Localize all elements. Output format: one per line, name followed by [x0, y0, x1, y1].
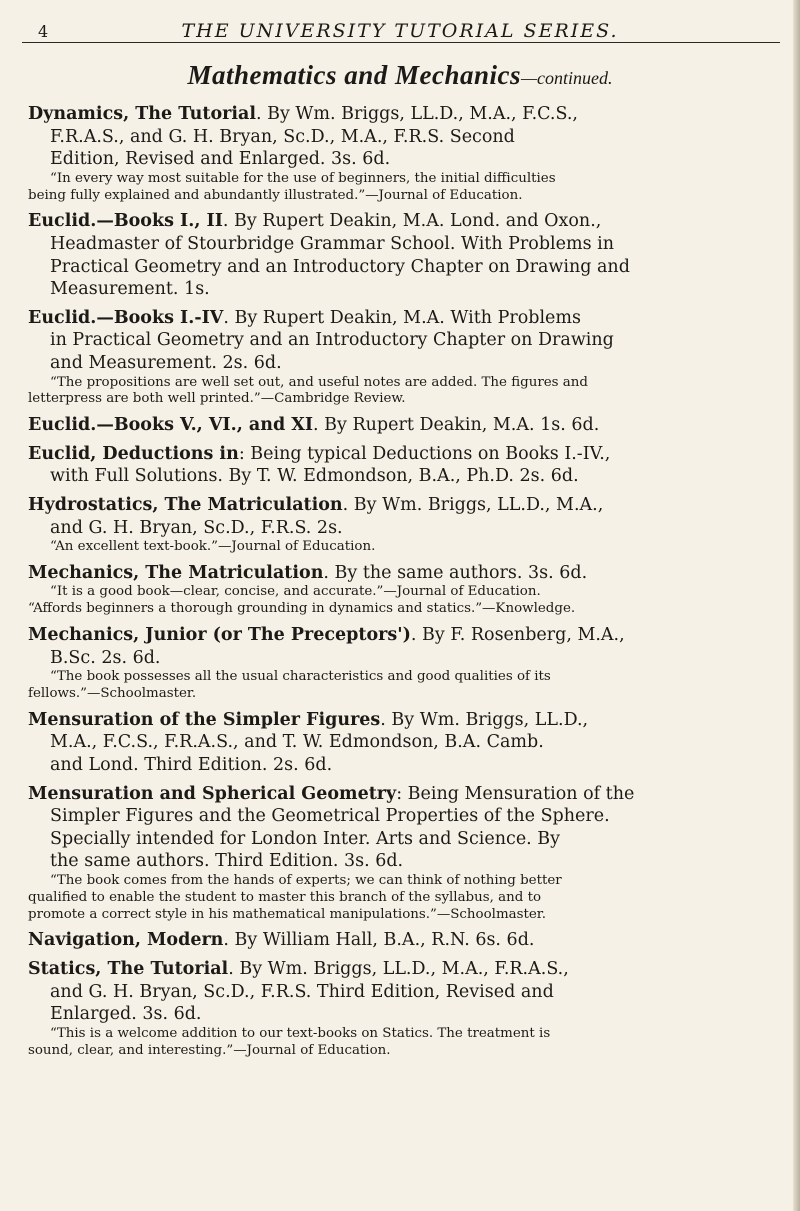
entry-details: . By William Hall, B.A., R.N. 6s. 6d.: [223, 930, 535, 951]
entry-line: with Full Solutions. By T. W. Edmondson, B.A., Ph.D. 2s. 6d.: [50, 466, 579, 487]
entry-subject: Dynamics, The Tutorial: [28, 104, 256, 124]
catalogue-entry: [28, 958, 772, 1059]
entry-details: . By F. Rosenberg, M.A.,: [410, 625, 625, 646]
review-quote-line: “In every way most suitable for the use of beginners, the initial difficulties: [50, 170, 556, 186]
page-number: 4: [38, 22, 49, 41]
entry-heading-line: [28, 307, 772, 330]
entry-line: and G. H. Bryan, Sc.D., F.R.S. 2s.: [50, 517, 343, 538]
entry-line: F.R.A.S., and G. H. Bryan, Sc.D., M.A., F.R.S. Second: [50, 126, 515, 147]
entry-details: . By Rupert Deakin, M.A. 1s. 6d.: [313, 415, 600, 436]
entry-details: : Being Mensuration of the: [396, 783, 635, 804]
entry-heading-line: [28, 624, 772, 647]
entry-details: . By Rupert Deakin, M.A. With Problems: [223, 307, 581, 328]
entry-subject: Mensuration and Spherical Geometry: [28, 783, 397, 804]
entry-heading-line: [28, 103, 772, 126]
entry-line: M.A., F.C.S., F.R.A.S., and T. W. Edmondson, B.A. Camb.: [50, 732, 544, 753]
entry-details: . By Wm. Briggs, LL.D., M.A., F.C.S.,: [256, 104, 578, 124]
entry-line: in Practical Geometry and an Introductory Chapter on Drawing: [50, 330, 614, 351]
catalogue-entry: [28, 783, 772, 924]
entry-subject: Euclid.—Books I.-IV: [28, 307, 224, 328]
entry-subject: Mensuration of the Simpler Figures: [28, 709, 381, 730]
section-title-main: Mathematics and Mechanics: [187, 60, 522, 90]
review-quote-line: “This is a welcome addition to our text-books on Statics. The treatment is: [50, 1025, 551, 1041]
entry-details: . By Rupert Deakin, M.A. Lond. and Oxon.,: [222, 211, 602, 232]
entry-subject: Mechanics, Junior (or The Preceptors'): [28, 625, 411, 646]
entry-heading-line: [28, 783, 772, 806]
entry-line: Measurement. 1s.: [50, 279, 210, 300]
entry-line: Enlarged. 3s. 6d.: [50, 1004, 202, 1025]
catalogue-entry: [28, 210, 772, 300]
catalogue-list: [28, 103, 772, 1065]
review-quote-line: “The book possesses all the usual characteristics and good qualities of its: [50, 669, 551, 685]
entry-subject: Statics, The Tutorial: [28, 959, 229, 979]
page-edge-shadow: [793, 0, 800, 1211]
entry-details: . By the same authors. 3s. 6d.: [323, 562, 588, 583]
running-head: THE UNIVERSITY TUTORIAL SERIES.: [181, 20, 619, 42]
catalogue-entry: [28, 443, 772, 488]
review-quote-line: “An excellent text-book.”—Journal of Education.: [50, 539, 376, 555]
entry-subject: Navigation, Modern: [28, 930, 224, 951]
entry-line: the same authors. Third Edition. 3s. 6d.: [50, 851, 404, 872]
entry-subject: Hydrostatics, The Matriculation: [28, 494, 343, 515]
entry-heading-line: [28, 709, 772, 732]
review-quote-line: “The propositions are well set out, and useful notes are added. The figures and: [50, 374, 588, 390]
entry-line: and Lond. Third Edition. 2s. 6d.: [50, 755, 333, 776]
review-quote-line: fellows.”—Schoolmaster.: [28, 686, 197, 702]
entry-subject: Euclid, Deductions in: [28, 443, 239, 464]
review-quote-line: sound, clear, and interesting.”—Journal of Education.: [28, 1042, 391, 1058]
entry-heading-line: [28, 443, 772, 466]
entry-line: Specially intended for London Inter. Arts and Science. By: [50, 828, 561, 849]
entry-line: and G. H. Bryan, Sc.D., F.R.S. Third Edition, Revised and: [50, 981, 554, 1002]
catalogue-entry: [28, 307, 772, 408]
entry-heading-line: [28, 210, 772, 233]
review-quote-line: promote a correct style in his mathematical manipulations.”—Schoolmaster.: [28, 906, 546, 922]
entry-details: . By Wm. Briggs, LL.D.,: [380, 709, 589, 730]
catalogue-entry: [28, 624, 772, 703]
entry-subject: Euclid.—Books V., VI., and XI: [28, 415, 314, 436]
catalogue-entry: [28, 103, 772, 204]
header-rule: [22, 42, 780, 43]
entry-line: Simpler Figures and the Geometrical Properties of the Sphere.: [50, 806, 610, 827]
entry-line: and Measurement. 2s. 6d.: [50, 352, 282, 373]
review-quote-line: “Affords beginners a thorough grounding in dynamics and statics.”—Knowledge.: [28, 601, 576, 617]
entry-line: Practical Geometry and an Introductory Chapter on Drawing and: [50, 256, 630, 277]
entry-line: B.Sc. 2s. 6d.: [50, 647, 161, 668]
catalogue-entry: [28, 562, 772, 618]
entry-subject: Euclid.—Books I., II: [28, 211, 223, 232]
review-quote-line: being fully explained and abundantly illustrated.”—Journal of Education.: [28, 187, 523, 203]
entry-details: : Being typical Deductions on Books I.-IV.,: [238, 443, 611, 464]
review-quote-line: qualified to enable the student to master this branch of the syllabus, and to: [28, 889, 542, 905]
entry-line: Headmaster of Stourbridge Grammar School. With Problems in: [50, 233, 614, 254]
review-quote-line: “The book comes from the hands of experts; we can think of nothing better: [50, 873, 562, 889]
entry-heading-line: [28, 562, 772, 585]
entry-details: . By Wm. Briggs, LL.D., M.A., F.R.A.S.,: [228, 959, 569, 979]
page-header: [18, 16, 782, 56]
review-quote-line: letterpress are both well printed.”—Cambridge Review.: [28, 391, 406, 407]
catalogue-entry: [28, 494, 772, 556]
entry-subject: Mechanics, The Matriculation: [28, 562, 324, 583]
review-quote-line: “It is a good book—clear, concise, and accurate.”—Journal of Education.: [50, 584, 541, 600]
entry-heading-line: [28, 414, 772, 437]
section-title-continued: —continued.: [521, 68, 613, 88]
entry-line: Edition, Revised and Enlarged. 3s. 6d.: [50, 149, 391, 170]
entry-heading-line: [28, 958, 772, 981]
entry-heading-line: [28, 494, 772, 517]
entry-heading-line: [28, 929, 772, 952]
catalogue-entry: [28, 709, 772, 777]
section-title: [0, 60, 800, 91]
catalogue-entry: [28, 929, 772, 952]
catalogue-entry: [28, 414, 772, 437]
entry-details: . By Wm. Briggs, LL.D., M.A.,: [342, 494, 604, 515]
